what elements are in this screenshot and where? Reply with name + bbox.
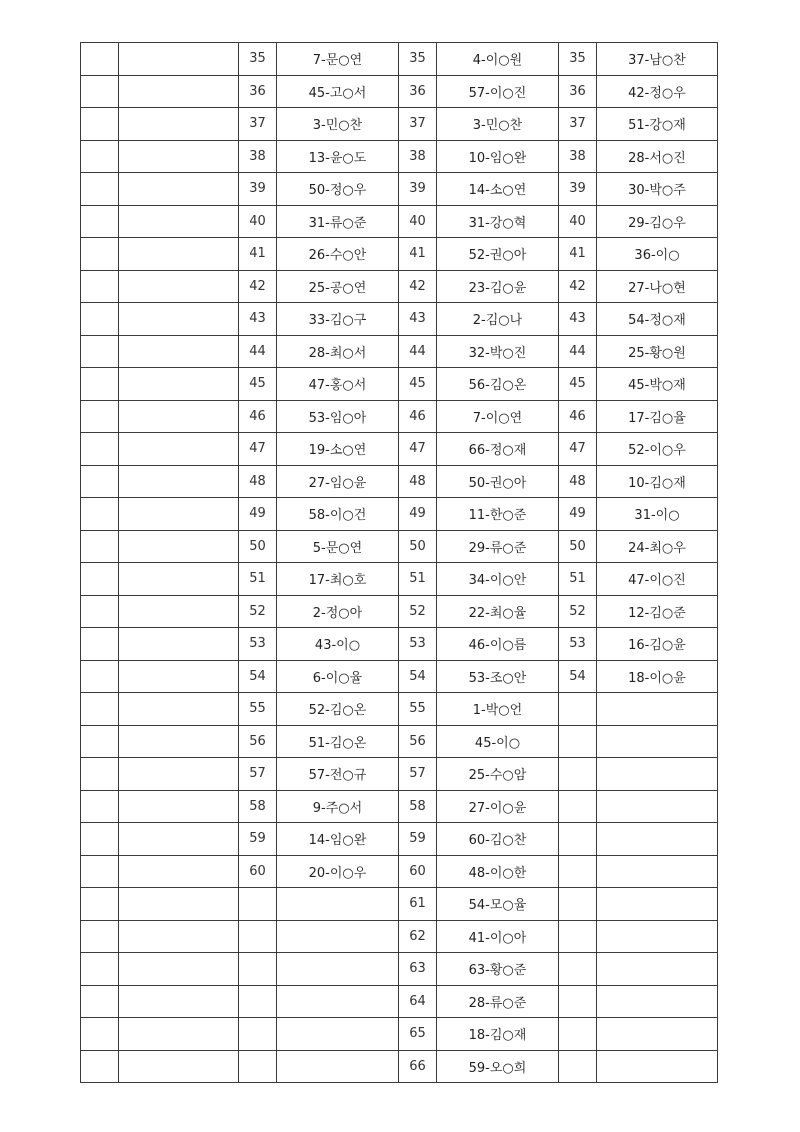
student-entry-2-cell: 41-이○아 [437,920,559,953]
seq-number-1-cell: 49 [239,498,277,531]
seq-number-3-cell [559,1050,597,1083]
blank-col-a-cell [81,1050,119,1083]
seq-number-3-cell: 40 [559,205,597,238]
roster-table [80,42,718,1083]
seq-number-1-cell: 51 [239,563,277,596]
seq-number-1-cell [239,920,277,953]
seq-number-1-cell: 50 [239,530,277,563]
seq-number-1-cell [239,888,277,921]
blank-col-b-cell [119,270,239,303]
student-entry-2-cell: 7-이○연 [437,400,559,433]
seq-number-3-cell: 41 [559,238,597,271]
seq-number-3-cell: 54 [559,660,597,693]
seq-number-1-cell: 59 [239,823,277,856]
blank-col-a-cell [81,628,119,661]
student-entry-3-cell: 12-김○준 [597,595,718,628]
student-entry-1-cell: 25-공○연 [277,270,399,303]
student-entry-1-cell: 52-김○온 [277,693,399,726]
blank-col-b-cell [119,498,239,531]
student-entry-3-cell: 24-최○우 [597,530,718,563]
blank-col-b-cell [119,790,239,823]
student-entry-1-cell: 9-주○서 [277,790,399,823]
student-entry-1-cell: 50-정○우 [277,173,399,206]
blank-col-b-cell [119,823,239,856]
blank-col-b-cell [119,140,239,173]
blank-col-a-cell [81,270,119,303]
student-entry-2-cell: 3-민○찬 [437,108,559,141]
seq-number-2-cell: 58 [399,790,437,823]
table-row [81,563,718,596]
blank-col-b-cell [119,400,239,433]
seq-number-1-cell: 54 [239,660,277,693]
student-entry-1-cell: 26-수○안 [277,238,399,271]
student-entry-2-cell: 54-모○율 [437,888,559,921]
blank-col-a-cell [81,530,119,563]
student-entry-2-cell: 23-김○윤 [437,270,559,303]
seq-number-2-cell: 48 [399,465,437,498]
blank-col-b-cell [119,108,239,141]
blank-col-b-cell [119,985,239,1018]
student-entry-2-cell: 45-이○ [437,725,559,758]
blank-col-a-cell [81,758,119,791]
student-entry-1-cell: 17-최○호 [277,563,399,596]
seq-number-3-cell [559,1018,597,1051]
student-entry-1-cell: 43-이○ [277,628,399,661]
table-row [81,173,718,206]
student-entry-2-cell: 63-황○준 [437,953,559,986]
blank-col-b-cell [119,758,239,791]
table-row [81,1050,718,1083]
seq-number-1-cell: 58 [239,790,277,823]
blank-col-b-cell [119,530,239,563]
table-row [81,303,718,336]
table-row [81,205,718,238]
student-entry-1-cell: 28-최○서 [277,335,399,368]
student-entry-1-cell: 57-전○규 [277,758,399,791]
student-entry-3-cell [597,985,718,1018]
student-entry-1-cell: 2-정○아 [277,595,399,628]
table-row [81,660,718,693]
seq-number-3-cell: 53 [559,628,597,661]
student-entry-1-cell: 58-이○건 [277,498,399,531]
seq-number-3-cell [559,693,597,726]
seq-number-1-cell: 41 [239,238,277,271]
student-entry-2-cell: 52-권○아 [437,238,559,271]
blank-col-a-cell [81,140,119,173]
student-entry-3-cell: 27-나○현 [597,270,718,303]
student-entry-3-cell: 42-정○우 [597,75,718,108]
student-entry-1-cell [277,920,399,953]
seq-number-1-cell: 37 [239,108,277,141]
student-entry-2-cell: 28-류○준 [437,985,559,1018]
seq-number-1-cell [239,953,277,986]
student-entry-3-cell: 10-김○재 [597,465,718,498]
table-row [81,433,718,466]
seq-number-3-cell: 50 [559,530,597,563]
seq-number-3-cell: 39 [559,173,597,206]
table-row [81,43,718,76]
seq-number-2-cell: 35 [399,43,437,76]
student-entry-2-cell: 48-이○한 [437,855,559,888]
student-entry-3-cell [597,953,718,986]
student-entry-3-cell: 28-서○진 [597,140,718,173]
student-entry-2-cell: 53-조○안 [437,660,559,693]
seq-number-2-cell: 62 [399,920,437,953]
seq-number-3-cell: 37 [559,108,597,141]
seq-number-2-cell: 61 [399,888,437,921]
student-entry-3-cell [597,758,718,791]
seq-number-3-cell: 47 [559,433,597,466]
seq-number-2-cell: 59 [399,823,437,856]
student-entry-3-cell [597,693,718,726]
student-entry-2-cell: 59-오○희 [437,1050,559,1083]
seq-number-1-cell: 39 [239,173,277,206]
student-entry-2-cell: 29-류○준 [437,530,559,563]
seq-number-2-cell: 50 [399,530,437,563]
student-entry-3-cell: 37-남○찬 [597,43,718,76]
blank-col-a-cell [81,953,119,986]
table-row [81,855,718,888]
student-entry-2-cell: 46-이○름 [437,628,559,661]
blank-col-b-cell [119,75,239,108]
seq-number-3-cell [559,985,597,1018]
student-entry-1-cell [277,985,399,1018]
student-entry-2-cell: 57-이○진 [437,75,559,108]
seq-number-1-cell: 36 [239,75,277,108]
student-entry-3-cell: 30-박○주 [597,173,718,206]
seq-number-3-cell: 43 [559,303,597,336]
seq-number-3-cell: 44 [559,335,597,368]
student-entry-1-cell: 47-홍○서 [277,368,399,401]
student-entry-1-cell: 45-고○서 [277,75,399,108]
blank-col-b-cell [119,1018,239,1051]
blank-col-a-cell [81,920,119,953]
seq-number-2-cell: 57 [399,758,437,791]
seq-number-1-cell: 55 [239,693,277,726]
table-row [81,823,718,856]
student-entry-3-cell: 31-이○ [597,498,718,531]
seq-number-1-cell: 52 [239,595,277,628]
student-entry-3-cell [597,725,718,758]
seq-number-3-cell [559,855,597,888]
blank-col-b-cell [119,205,239,238]
table-row [81,920,718,953]
student-entry-3-cell: 17-김○율 [597,400,718,433]
seq-number-3-cell [559,758,597,791]
blank-col-a-cell [81,238,119,271]
table-row [81,108,718,141]
seq-number-1-cell [239,985,277,1018]
student-entry-3-cell [597,1050,718,1083]
blank-col-b-cell [119,465,239,498]
blank-col-a-cell [81,303,119,336]
seq-number-2-cell: 65 [399,1018,437,1051]
blank-col-b-cell [119,725,239,758]
seq-number-3-cell: 48 [559,465,597,498]
seq-number-3-cell: 42 [559,270,597,303]
seq-number-3-cell: 49 [559,498,597,531]
student-entry-1-cell: 14-임○완 [277,823,399,856]
student-entry-2-cell: 1-박○언 [437,693,559,726]
student-entry-2-cell: 50-권○아 [437,465,559,498]
table-row [81,238,718,271]
blank-col-b-cell [119,335,239,368]
blank-col-b-cell [119,920,239,953]
student-entry-1-cell: 51-김○온 [277,725,399,758]
student-entry-3-cell: 54-정○재 [597,303,718,336]
student-entry-2-cell: 32-박○진 [437,335,559,368]
seq-number-1-cell: 40 [239,205,277,238]
blank-col-b-cell [119,563,239,596]
seq-number-3-cell: 38 [559,140,597,173]
blank-col-a-cell [81,595,119,628]
seq-number-2-cell: 49 [399,498,437,531]
blank-col-b-cell [119,660,239,693]
blank-col-b-cell [119,693,239,726]
blank-col-b-cell [119,595,239,628]
table-row [81,628,718,661]
student-entry-1-cell [277,953,399,986]
student-entry-2-cell: 34-이○안 [437,563,559,596]
blank-col-a-cell [81,75,119,108]
blank-col-a-cell [81,498,119,531]
seq-number-1-cell: 35 [239,43,277,76]
table-row [81,140,718,173]
seq-number-1-cell: 45 [239,368,277,401]
seq-number-1-cell: 46 [239,400,277,433]
blank-col-a-cell [81,368,119,401]
blank-col-a-cell [81,693,119,726]
table-row [81,335,718,368]
blank-col-b-cell [119,953,239,986]
student-entry-2-cell: 10-임○완 [437,140,559,173]
blank-col-b-cell [119,433,239,466]
student-entry-2-cell: 14-소○연 [437,173,559,206]
seq-number-3-cell: 52 [559,595,597,628]
blank-col-a-cell [81,400,119,433]
student-entry-2-cell: 25-수○암 [437,758,559,791]
seq-number-3-cell: 46 [559,400,597,433]
table-row [81,953,718,986]
seq-number-2-cell: 40 [399,205,437,238]
blank-col-b-cell [119,238,239,271]
blank-col-b-cell [119,855,239,888]
seq-number-2-cell: 53 [399,628,437,661]
student-entry-1-cell: 3-민○찬 [277,108,399,141]
student-entry-2-cell: 31-강○혁 [437,205,559,238]
student-entry-1-cell: 31-류○준 [277,205,399,238]
blank-col-a-cell [81,43,119,76]
table-row [81,498,718,531]
seq-number-2-cell: 55 [399,693,437,726]
seq-number-1-cell: 53 [239,628,277,661]
student-entry-3-cell: 51-강○재 [597,108,718,141]
seq-number-2-cell: 60 [399,855,437,888]
seq-number-1-cell: 42 [239,270,277,303]
seq-number-2-cell: 39 [399,173,437,206]
blank-col-a-cell [81,855,119,888]
blank-col-b-cell [119,1050,239,1083]
seq-number-1-cell: 48 [239,465,277,498]
table-row [81,985,718,1018]
blank-col-a-cell [81,205,119,238]
roster-body [81,43,718,1083]
table-row [81,1018,718,1051]
student-entry-1-cell: 27-임○윤 [277,465,399,498]
student-entry-3-cell [597,855,718,888]
blank-col-a-cell [81,823,119,856]
student-entry-3-cell: 45-박○재 [597,368,718,401]
student-entry-3-cell: 47-이○진 [597,563,718,596]
seq-number-1-cell: 57 [239,758,277,791]
blank-col-a-cell [81,790,119,823]
seq-number-2-cell: 52 [399,595,437,628]
student-entry-3-cell [597,920,718,953]
seq-number-2-cell: 64 [399,985,437,1018]
table-row [81,725,718,758]
seq-number-2-cell: 51 [399,563,437,596]
student-entry-1-cell: 20-이○우 [277,855,399,888]
student-entry-1-cell: 33-김○구 [277,303,399,336]
student-entry-2-cell: 2-김○나 [437,303,559,336]
student-entry-1-cell: 5-문○연 [277,530,399,563]
seq-number-1-cell [239,1050,277,1083]
seq-number-2-cell: 46 [399,400,437,433]
blank-col-b-cell [119,368,239,401]
table-row [81,595,718,628]
seq-number-1-cell: 44 [239,335,277,368]
seq-number-3-cell: 35 [559,43,597,76]
seq-number-1-cell: 60 [239,855,277,888]
blank-col-a-cell [81,433,119,466]
seq-number-2-cell: 37 [399,108,437,141]
seq-number-2-cell: 42 [399,270,437,303]
seq-number-2-cell: 44 [399,335,437,368]
blank-col-a-cell [81,108,119,141]
blank-col-a-cell [81,888,119,921]
student-entry-1-cell [277,888,399,921]
table-row [81,270,718,303]
student-entry-1-cell: 53-임○아 [277,400,399,433]
seq-number-1-cell: 47 [239,433,277,466]
student-entry-1-cell: 6-이○율 [277,660,399,693]
student-entry-2-cell: 66-정○재 [437,433,559,466]
seq-number-1-cell: 56 [239,725,277,758]
student-entry-1-cell: 13-윤○도 [277,140,399,173]
blank-col-a-cell [81,173,119,206]
seq-number-2-cell: 43 [399,303,437,336]
student-entry-2-cell: 56-김○온 [437,368,559,401]
student-entry-3-cell [597,1018,718,1051]
blank-col-a-cell [81,335,119,368]
student-entry-1-cell [277,1050,399,1083]
student-entry-1-cell: 19-소○연 [277,433,399,466]
student-entry-3-cell [597,888,718,921]
blank-col-b-cell [119,173,239,206]
seq-number-3-cell: 36 [559,75,597,108]
seq-number-3-cell: 45 [559,368,597,401]
seq-number-2-cell: 41 [399,238,437,271]
blank-col-a-cell [81,1018,119,1051]
table-row [81,530,718,563]
table-row [81,400,718,433]
seq-number-2-cell: 47 [399,433,437,466]
student-entry-3-cell: 52-이○우 [597,433,718,466]
student-entry-3-cell: 16-김○윤 [597,628,718,661]
student-entry-2-cell: 22-최○율 [437,595,559,628]
seq-number-2-cell: 54 [399,660,437,693]
table-row [81,888,718,921]
blank-col-b-cell [119,303,239,336]
student-entry-3-cell: 29-김○우 [597,205,718,238]
seq-number-3-cell [559,920,597,953]
seq-number-1-cell [239,1018,277,1051]
blank-col-b-cell [119,888,239,921]
table-row [81,75,718,108]
seq-number-3-cell: 51 [559,563,597,596]
student-entry-3-cell: 36-이○ [597,238,718,271]
table-row [81,368,718,401]
seq-number-3-cell [559,790,597,823]
blank-col-b-cell [119,43,239,76]
blank-col-a-cell [81,660,119,693]
student-entry-3-cell: 25-황○원 [597,335,718,368]
student-entry-2-cell: 27-이○윤 [437,790,559,823]
student-entry-2-cell: 18-김○재 [437,1018,559,1051]
table-row [81,693,718,726]
blank-col-a-cell [81,465,119,498]
blank-col-a-cell [81,563,119,596]
seq-number-3-cell [559,823,597,856]
student-entry-1-cell [277,1018,399,1051]
seq-number-1-cell: 43 [239,303,277,336]
seq-number-3-cell [559,888,597,921]
student-entry-3-cell: 18-이○윤 [597,660,718,693]
seq-number-3-cell [559,953,597,986]
table-row [81,790,718,823]
blank-col-b-cell [119,628,239,661]
seq-number-2-cell: 38 [399,140,437,173]
seq-number-2-cell: 66 [399,1050,437,1083]
student-entry-2-cell: 4-이○원 [437,43,559,76]
student-entry-1-cell: 7-문○연 [277,43,399,76]
student-entry-3-cell [597,823,718,856]
table-row [81,465,718,498]
table-row [81,758,718,791]
blank-col-a-cell [81,725,119,758]
seq-number-2-cell: 36 [399,75,437,108]
seq-number-3-cell [559,725,597,758]
student-entry-2-cell: 60-김○찬 [437,823,559,856]
seq-number-2-cell: 63 [399,953,437,986]
blank-col-a-cell [81,985,119,1018]
student-entry-2-cell: 11-한○준 [437,498,559,531]
student-entry-3-cell [597,790,718,823]
seq-number-2-cell: 45 [399,368,437,401]
seq-number-2-cell: 56 [399,725,437,758]
seq-number-1-cell: 38 [239,140,277,173]
